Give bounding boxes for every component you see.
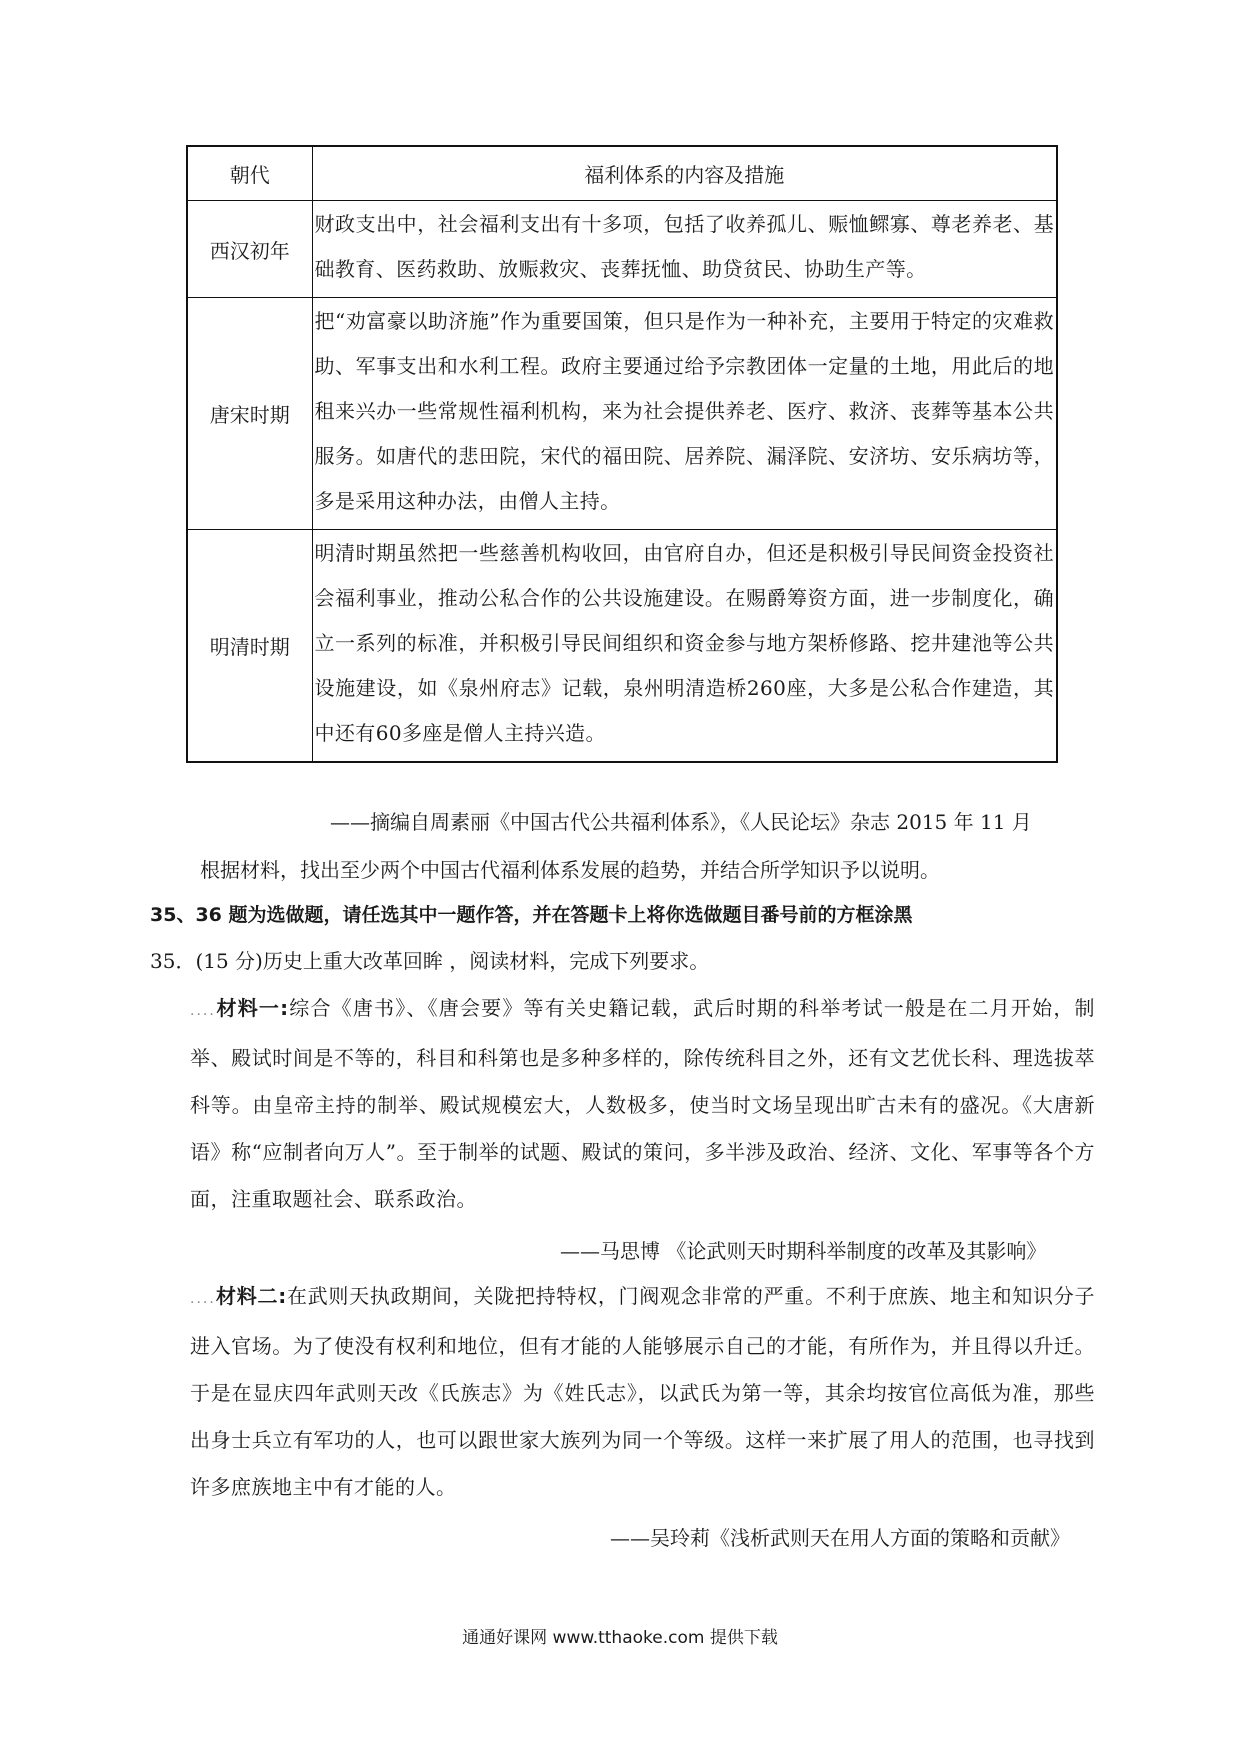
material-1-text: 综合《唐书》、《唐会要》等有关史籍记载，武后时期的科举考试一般是在二月开始，制举、殿试时间是不等的，科目和科第也是多种多样的，除传统科目之外，还有文艺优长科、理选拔萃科等。由皇帝主持的制举、殿试规模宏大，人数极多，使当时文场呈现出旷古未有的盛况。《大唐新语》称“应制者向万人”。至于制举的试题、殿试的策问，多半涉及政治、经济、文化、军事等各个方面，注重取题社会、联系政治。: [190, 996, 1096, 1211]
material-2-source: ——吴玲莉《浅析武则天在用人方面的策略和贡献》: [610, 1526, 1070, 1550]
material-1-dots: ....: [190, 1003, 216, 1019]
elective-instruction: 35、36 题为选做题，请任选其中一题作答，并在答题卡上将你选做题目番号前的方框涂黑: [150, 904, 913, 926]
table-header-content: 福利体系的内容及措施: [312, 146, 1057, 201]
question-34-prompt: 根据材料，找出至少两个中国古代福利体系发展的趋势，并结合所学知识予以说明。: [200, 858, 940, 882]
table-cell-content: 明清时期虽然把一些慈善机构收回，由官府自办，但还是积极引导民间资金投资社会福利事业，推动公私合作的公共设施建设。在赐爵筹资方面，进一步制度化，确立一系列的标准，并积极引导民间组织和资金参与地方架桥修路、挖井建池等公共设施建设，如《泉州府志》记载，泉州明清造桥260座，大多是公私合作建造，其中还有60多座是僧人主持兴造。: [312, 530, 1057, 763]
material-1-source: ——马思博 《论武则天时期科举制度的改革及其影响》: [560, 1239, 1047, 1263]
welfare-table: [186, 145, 1058, 763]
table-cell-content: 财政支出中，社会福利支出有十多项，包括了收养孤儿、赈恤鳏寡、尊老养老、基础教育、医药救助、放赈救灾、丧葬抚恤、助贷贫民、协助生产等。: [312, 201, 1057, 298]
source-citation-1: ——摘编自周素丽《中国古代公共福利体系》，《人民论坛》杂志 2015 年 11 月: [330, 810, 1032, 834]
table-row: [187, 201, 1057, 298]
material-1-label: 材料一:: [215, 996, 289, 1020]
table-cell-content: 把“劝富豪以助济施”作为重要国策，但只是作为一种补充，主要用于特定的灾难救助、军事支出和水利工程。政府主要通过给予宗教团体一定量的土地，用此后的地租来兴办一些常规性福利机构，来为社会提供养老、医疗、救济、丧葬等基本公共服务。如唐代的悲田院，宋代的福田院、居养院、漏泽院、安济坊、安乐病坊等，多是采用这种办法，由僧人主持。: [312, 298, 1057, 530]
table-cell-dynasty: 唐宋时期: [187, 298, 312, 530]
material-2-dots: ....: [190, 1291, 216, 1307]
footer-download-note: 通通好课网 www.tthaoke.com 提供下载: [462, 1628, 778, 1648]
material-1: [190, 985, 1095, 1223]
table-row: [187, 530, 1057, 763]
table-row: [187, 298, 1057, 530]
table-cell-dynasty: 明清时期: [187, 530, 312, 763]
material-2-label: 材料二:: [215, 1284, 287, 1308]
question-35-title: 35．(15 分)历史上重大改革回眸 ，阅读材料，完成下列要求。: [150, 949, 710, 973]
table-cell-dynasty: 西汉初年: [187, 201, 312, 298]
material-2: [190, 1273, 1095, 1511]
table-header-dynasty: 朝代: [187, 146, 312, 201]
table-header-row: [187, 146, 1057, 201]
material-2-text: 在武则天执政期间，关陇把持特权，门阀观念非常的严重。不利于庶族、地主和知识分子进入官场。为了使没有权利和地位，但有才能的人能够展示自己的才能，有所作为，并且得以升迁。于是在显庆四年武则天改《氏族志》为《姓氏志》，以武氏为第一等，其余均按官位高低为准，那些出身士兵立有军功的人，也可以跟世家大族列为同一个等级。这样一来扩展了用人的范围，也寻找到许多庶族地主中有才能的人。: [190, 1284, 1096, 1499]
